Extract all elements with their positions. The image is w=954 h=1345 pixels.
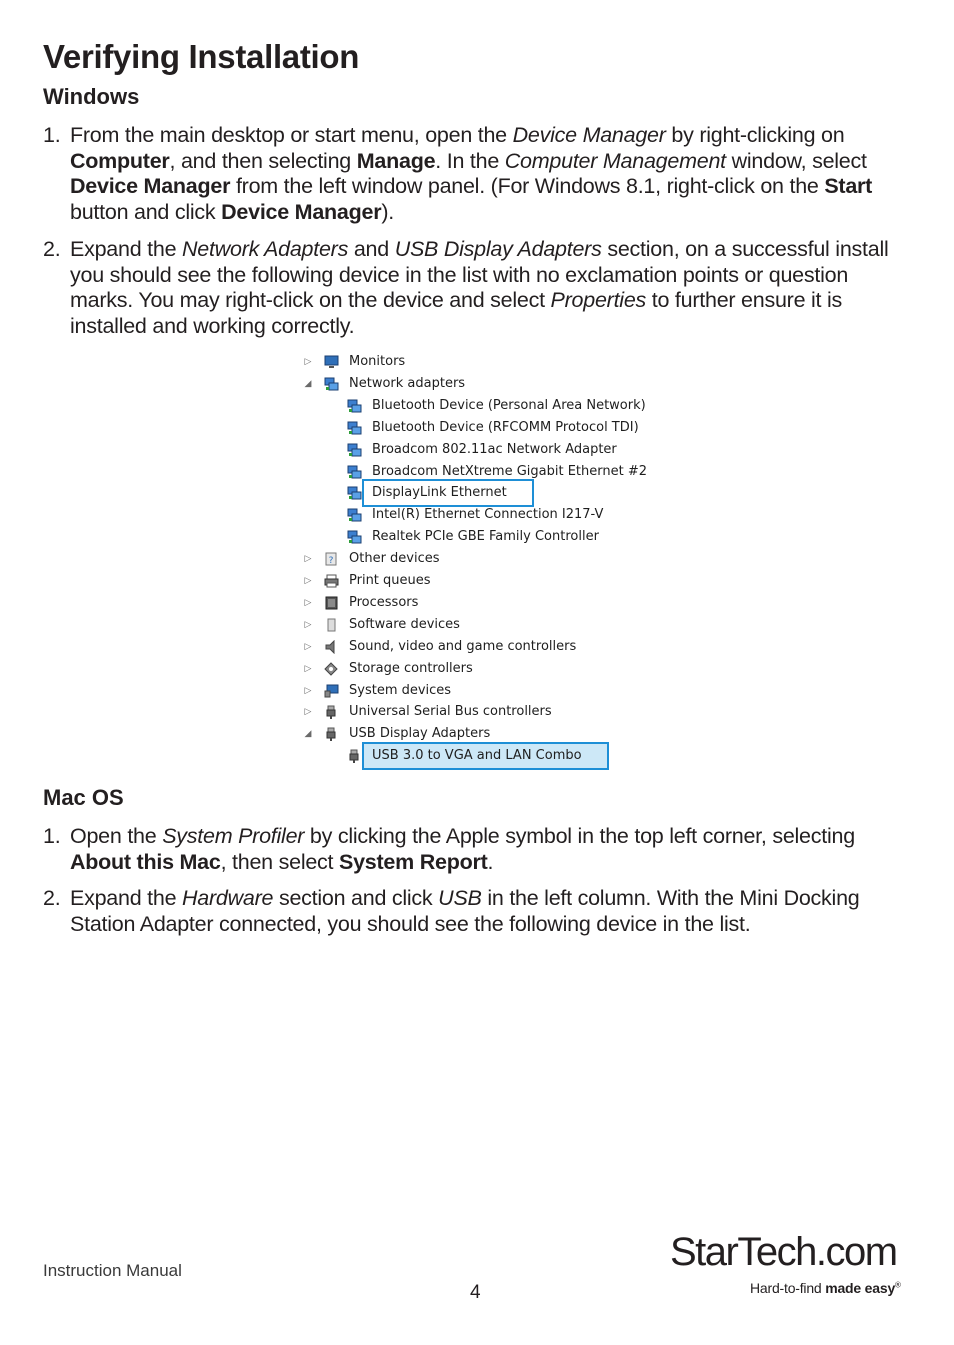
step-text: Open the xyxy=(70,824,163,848)
processor-icon xyxy=(324,596,339,610)
device-tree-item[interactable] xyxy=(303,418,648,438)
device-tree-item[interactable] xyxy=(303,527,648,547)
bold-term: Manage xyxy=(356,148,436,173)
usb-plug-icon xyxy=(324,705,339,719)
logo-tagline xyxy=(750,1280,901,1296)
device-tree-item[interactable] xyxy=(303,440,648,460)
device-tree-item[interactable] xyxy=(303,571,648,591)
device-tree-label: Broadcom NetXtreme Gigabit Ethernet #2 xyxy=(372,463,648,479)
bold-term: Computer xyxy=(70,148,170,173)
device-tree-item[interactable] xyxy=(303,615,648,635)
device-tree-label: Realtek PCIe GBE Family Controller xyxy=(372,529,599,545)
device-tree-label: USB Display Adapters xyxy=(349,726,491,742)
monitor-icon xyxy=(324,355,339,369)
device-tree-item[interactable] xyxy=(303,659,648,679)
step-text: from the left window panel. (For Windows 8.1, right-click on the xyxy=(230,174,825,199)
step-text: window, select xyxy=(725,148,867,173)
device-manager-screenshot xyxy=(303,350,648,775)
step-text: , then select xyxy=(220,849,339,874)
network-adapter-icon xyxy=(347,465,362,479)
mac-os-heading: Mac OS xyxy=(43,785,124,810)
italic-term: USB xyxy=(438,886,482,911)
usb-plug-icon xyxy=(324,727,339,741)
software-device-icon xyxy=(324,618,339,632)
windows-heading: Windows xyxy=(43,84,140,109)
italic-term: USB Display Adapters xyxy=(394,236,602,261)
windows-step-2 xyxy=(43,237,913,340)
device-tree-item[interactable] xyxy=(303,483,648,503)
collapsed-arrow-icon[interactable]: ▷ xyxy=(304,554,312,565)
device-tree-label: Software devices xyxy=(349,616,460,632)
device-tree-item[interactable] xyxy=(303,702,648,722)
usb-plug-icon xyxy=(347,749,362,763)
device-tree-label: Print queues xyxy=(349,573,431,588)
step-text: Expand the xyxy=(70,886,183,911)
mac-os-step-2 xyxy=(43,886,913,937)
registered-mark: ® xyxy=(895,1280,901,1290)
device-tree-label: USB 3.0 to VGA and LAN Combo xyxy=(372,748,582,764)
device-tree-item[interactable] xyxy=(303,374,648,394)
bold-term: Device Manager xyxy=(221,200,382,225)
page-number: 4 xyxy=(470,1282,481,1303)
device-tree-label: Storage controllers xyxy=(349,660,473,676)
device-tree-item[interactable] xyxy=(303,396,648,416)
network-adapter-icon xyxy=(347,508,362,522)
mac-os-steps-list xyxy=(43,824,913,949)
device-tree-item[interactable] xyxy=(303,681,648,701)
step-text: . In the xyxy=(435,148,505,173)
step-text: by right-clicking on xyxy=(665,123,845,147)
step-text: . xyxy=(487,849,494,874)
collapsed-arrow-icon[interactable]: ▷ xyxy=(304,685,312,696)
device-tree-label: DisplayLink Ethernet xyxy=(372,485,507,501)
network-adapter-icon xyxy=(347,399,362,413)
device-tree-item[interactable] xyxy=(303,593,648,613)
device-tree-label: Broadcom 802.11ac Network Adapter xyxy=(372,441,617,457)
step-text: button and click xyxy=(70,200,222,225)
logo-tagline-bold: made easy xyxy=(825,1280,896,1296)
device-tree-item[interactable] xyxy=(303,637,648,657)
device-tree-label: System devices xyxy=(349,682,452,698)
device-tree-label: Network adapters xyxy=(349,375,466,391)
collapsed-arrow-icon[interactable]: ▷ xyxy=(304,641,312,652)
collapsed-arrow-icon[interactable]: ▷ xyxy=(304,357,312,367)
windows-steps-list xyxy=(43,123,913,351)
italic-term: Computer Management xyxy=(504,148,726,173)
device-tree-item[interactable] xyxy=(303,746,648,766)
mac-os-step-1 xyxy=(43,824,913,875)
speaker-icon xyxy=(324,640,339,654)
step-text: section and click xyxy=(273,886,439,911)
step-number: 1. xyxy=(43,123,61,147)
device-tree-label: Universal Serial Bus controllers xyxy=(349,704,552,720)
step-text: by clicking the Apple symbol in the top left corner, selecting xyxy=(304,824,855,848)
step-number: 1. xyxy=(43,824,61,848)
device-tree-item[interactable] xyxy=(303,505,648,525)
device-tree-label: Other devices xyxy=(349,551,440,567)
bold-term: About this Mac xyxy=(70,849,221,874)
device-tree-label: Bluetooth Device (RFCOMM Protocol TDI) xyxy=(372,419,639,435)
svg-text:?: ? xyxy=(328,556,334,567)
system-device-icon xyxy=(324,684,339,698)
collapsed-arrow-icon[interactable]: ▷ xyxy=(304,707,312,718)
network-adapter-icon xyxy=(347,421,362,435)
device-tree-label: Monitors xyxy=(349,354,406,369)
step-text: , and then selecting xyxy=(169,148,357,173)
step-text: and xyxy=(348,236,395,261)
expanded-arrow-icon[interactable]: ◢ xyxy=(304,729,312,740)
expanded-arrow-icon[interactable]: ◢ xyxy=(304,378,312,389)
logo-wordmark: StarTech.com xyxy=(670,1230,897,1274)
footer-document-type: Instruction Manual xyxy=(43,1261,182,1280)
step-text: From the main desktop or start menu, open the xyxy=(70,123,513,147)
device-tree-item[interactable] xyxy=(303,549,648,569)
step-text: section, on a successful install you should see the following device in the list with no exclamation points or question marks. You may right-click on the device and select xyxy=(70,236,889,313)
step-text: ). xyxy=(381,200,394,225)
logo-tagline-light: Hard-to-find xyxy=(750,1280,826,1296)
step-number: 2. xyxy=(43,236,61,261)
network-adapter-icon xyxy=(347,486,362,500)
collapsed-arrow-icon[interactable]: ▷ xyxy=(304,576,312,586)
storage-controller-icon xyxy=(324,662,339,676)
step-number: 2. xyxy=(43,886,61,911)
device-tree-label: Sound, video and game controllers xyxy=(349,638,577,654)
printer-icon xyxy=(324,574,339,588)
network-adapter-icon xyxy=(324,377,339,391)
step-text: Expand the xyxy=(70,236,183,261)
device-tree-label: Bluetooth Device (Personal Area Network) xyxy=(372,397,646,413)
device-tree-item[interactable] xyxy=(303,352,648,372)
network-adapter-icon xyxy=(347,443,362,457)
step-text: to further ensure it is installed and working correctly. xyxy=(70,288,842,338)
bold-term: Device Manager xyxy=(70,174,231,199)
page-title: Verifying Installation xyxy=(43,38,360,75)
italic-term: Device Manager xyxy=(512,123,666,147)
collapsed-arrow-icon[interactable]: ▷ xyxy=(304,663,312,674)
bold-term: System Report xyxy=(339,849,488,874)
device-tree-label: Processors xyxy=(349,594,419,610)
bold-term: Start xyxy=(824,174,873,199)
collapsed-arrow-icon[interactable]: ▷ xyxy=(304,619,312,630)
step-text: in the left column. With the Mini Docking Station Adapter connected, you should see the following device in the list. xyxy=(70,886,860,937)
network-adapter-icon xyxy=(347,530,362,544)
italic-term: Network Adapters xyxy=(182,236,349,261)
unknown-device-icon xyxy=(324,552,339,566)
italic-term: Hardware xyxy=(182,886,274,911)
collapsed-arrow-icon[interactable]: ▷ xyxy=(304,597,312,608)
italic-term: System Profiler xyxy=(162,824,305,848)
startech-logo xyxy=(670,1230,910,1305)
windows-step-1 xyxy=(43,123,913,226)
italic-term: Properties xyxy=(550,288,647,313)
device-tree-label: Intel(R) Ethernet Connection I217-V xyxy=(372,507,604,523)
